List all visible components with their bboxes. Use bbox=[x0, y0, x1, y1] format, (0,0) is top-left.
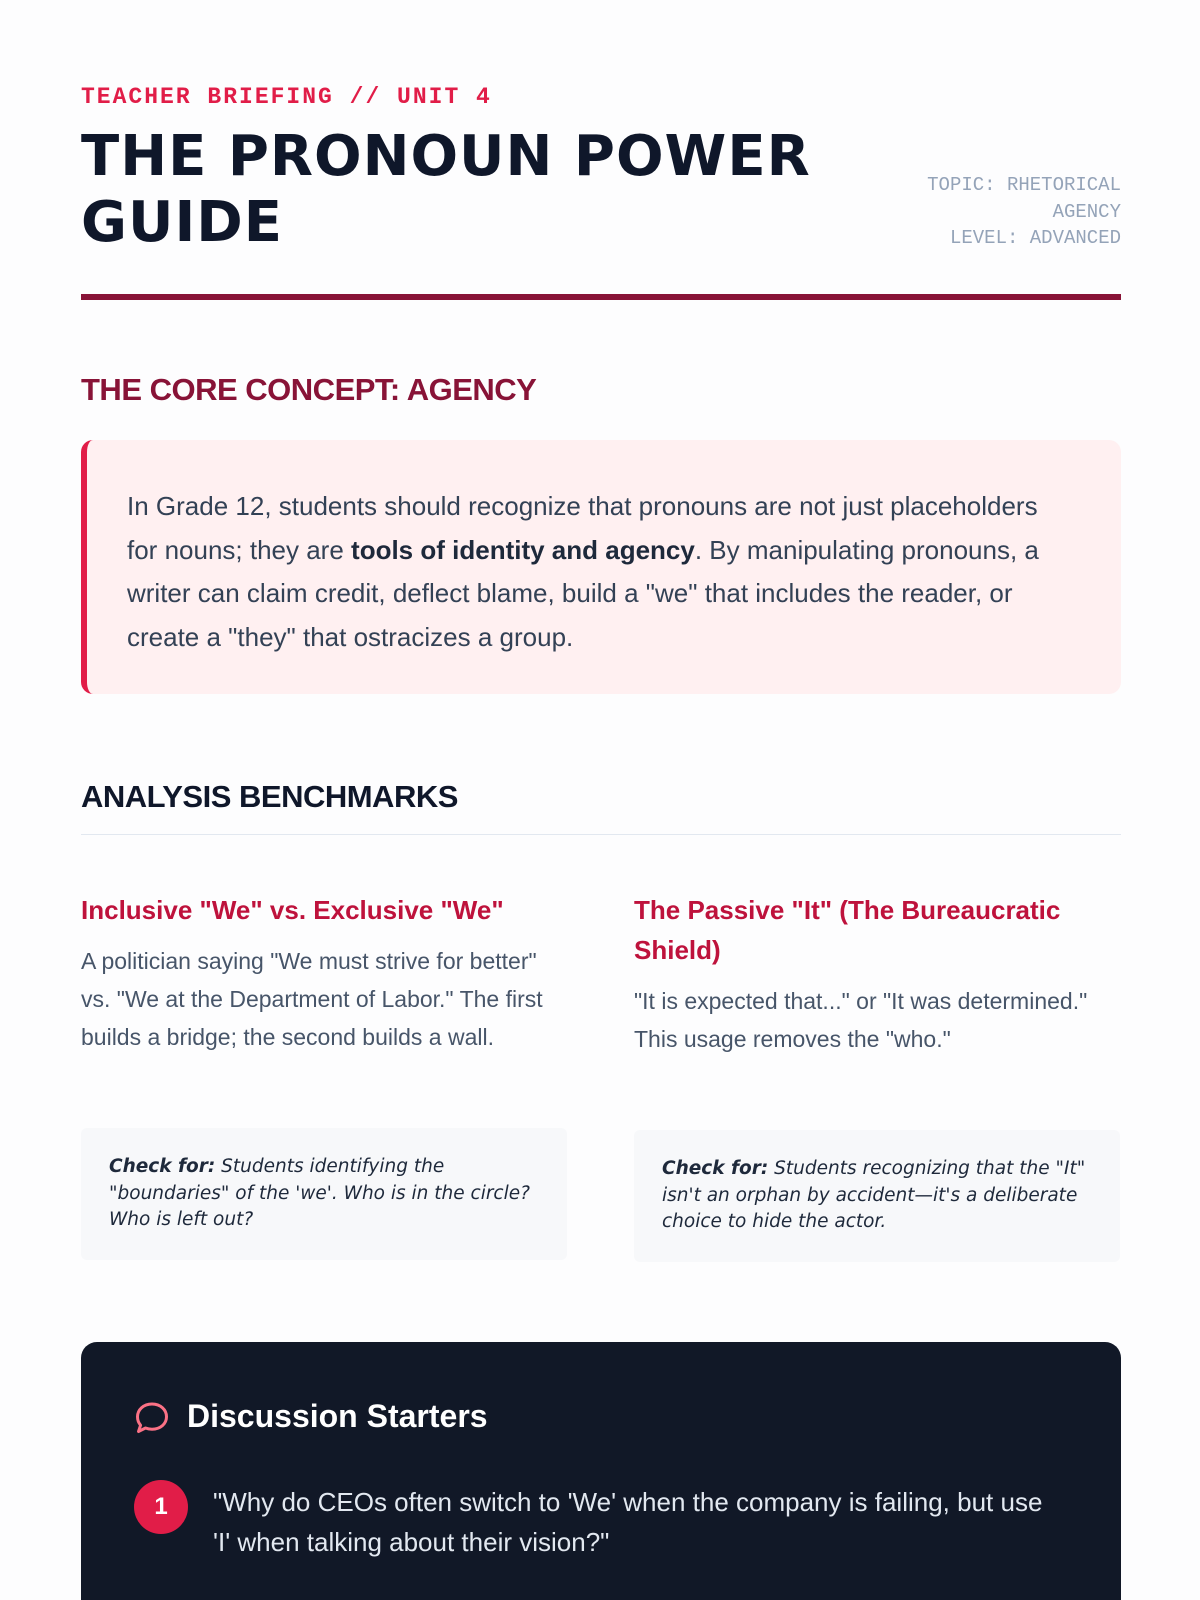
benchmarks-heading: ANALYSIS BENCHMARKS bbox=[81, 779, 458, 814]
callout-text-end: . By manipulating pronouns, a writer can claim credit, deflect blame, build a "we" that includes the reader, or create a "they" that ostracizes a group. bbox=[127, 534, 1039, 652]
briefing-page bbox=[81, 0, 1121, 1557]
discussion-prompt: "Why do CEOs often switch to 'We' when the company is failing, but use 'I' when talking about their vision?" bbox=[213, 1487, 1043, 1557]
benchmark-card-inclusive-we bbox=[81, 890, 567, 1230]
check-for-box bbox=[81, 1128, 567, 1260]
unit-kicker: TEACHER BRIEFING // UNIT 4 bbox=[81, 84, 492, 110]
page-header bbox=[81, 0, 1121, 302]
benchmark-card-passive-it bbox=[634, 890, 1120, 1232]
callout-text-start: In Grade 12, students should recognize that pronouns are not just placeholders for nouns; they are bbox=[127, 491, 1038, 565]
prompt-number-badge: 1 bbox=[134, 1480, 188, 1534]
discussion-starters-panel bbox=[81, 1342, 1121, 1600]
benchmark-title: Inclusive "We" vs. Exclusive "We" bbox=[81, 895, 504, 925]
check-for-text: Students recognizing that the "It" isn't an orphan by accident—it's a deliberate choice to hide the actor. bbox=[662, 1158, 1086, 1232]
topic-meta bbox=[891, 172, 1121, 252]
discussion-title: Discussion Starters bbox=[187, 1398, 488, 1434]
benchmark-title: The Passive "It" (The Bureaucratic Shield) bbox=[634, 895, 1061, 965]
benchmark-description: A politician saying "We must strive for better" vs. "We at the Department of Labor." The first builds a bridge; the second builds a wall. bbox=[81, 948, 543, 1050]
check-for-label: Check for: bbox=[109, 1156, 216, 1177]
core-concept-heading: THE CORE CONCEPT: AGENCY bbox=[81, 372, 537, 407]
check-for-text: Students identifying the "boundaries" of the 'we'. Who is in the circle? Who is left out? bbox=[109, 1156, 530, 1230]
speech-bubble-icon bbox=[134, 1400, 170, 1436]
level-label: LEVEL: ADVANCED bbox=[949, 227, 1121, 249]
benchmarks-divider bbox=[81, 834, 1121, 835]
check-for-label: Check for: bbox=[662, 1158, 769, 1179]
check-for-box bbox=[634, 1130, 1120, 1262]
core-concept-callout bbox=[81, 440, 1121, 694]
benchmark-description: "It is expected that..." or "It was determined." This usage removes the "who." bbox=[634, 988, 1088, 1052]
callout-emphasis: tools of identity and agency bbox=[351, 534, 695, 565]
header-divider bbox=[81, 294, 1121, 300]
topic-label: TOPIC: RHETORICAL AGENCY bbox=[927, 174, 1121, 223]
page-title: THE PRONOUN POWER GUIDE bbox=[81, 124, 811, 255]
